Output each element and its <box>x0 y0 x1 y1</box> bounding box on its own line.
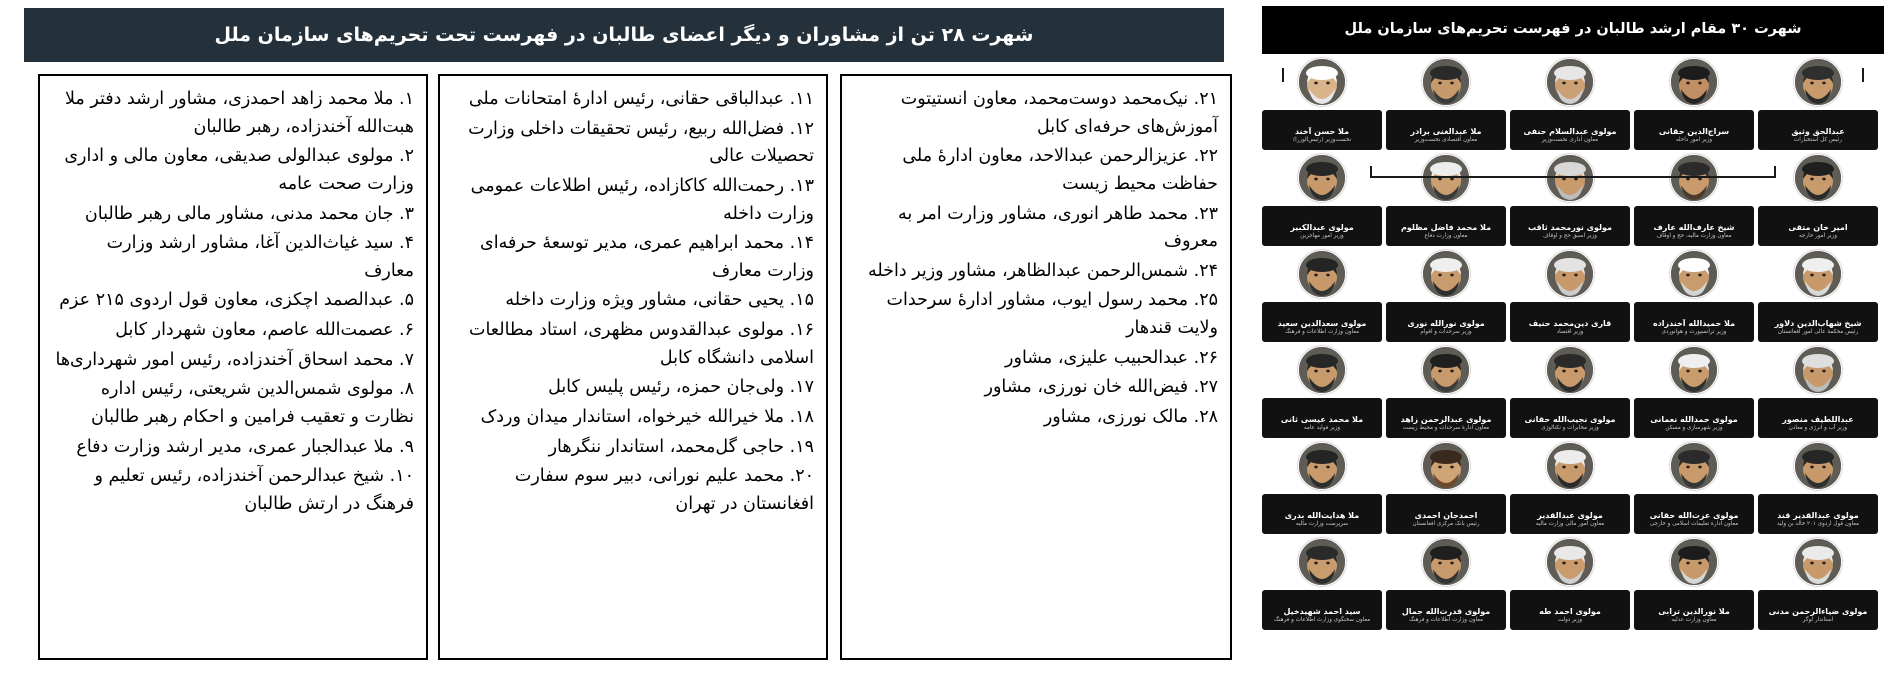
leader-name: ملا حسن آخند <box>1294 127 1350 136</box>
leader-card <box>1386 206 1506 246</box>
portrait-avatar <box>1670 538 1718 586</box>
left-panel-title: شهرت ۲۸ تن از مشاوران و دیگر اعضای طالبان در فهرست تحت تحریم‌های سازمان ملل <box>214 23 1034 46</box>
portrait-avatar <box>1298 442 1346 490</box>
left-panel-header <box>24 8 1224 62</box>
leader-name: ملا نورالدین ترابی <box>1658 607 1730 616</box>
portrait-avatar <box>1422 346 1470 394</box>
list-item: ۱۳. رحمت‌الله کاکازاده، رئیس اطلاعات عمومی وزارت داخله <box>470 175 814 224</box>
portrait-avatar <box>1422 154 1470 202</box>
leader-name: ملا هدایت‌الله بدری <box>1284 511 1360 520</box>
connector-row2-right <box>1774 166 1776 178</box>
portrait-avatar <box>1794 538 1842 586</box>
leader-node[interactable] <box>1510 442 1630 534</box>
leader-name: مولوی عبدالرحمن زاهد <box>1400 415 1492 424</box>
leader-node[interactable] <box>1634 442 1754 534</box>
portrait-avatar <box>1422 250 1470 298</box>
leader-role: وزیر شهرسازی و مسکن <box>1665 425 1723 432</box>
leader-role: معاون امور مالی وزارت مالیه <box>1535 521 1605 528</box>
portrait-avatar <box>1794 250 1842 298</box>
leader-role: وزیر اقتصاد <box>1556 329 1584 336</box>
list-item: ۲۱. نیک‌محمد دوست‌محمد، معاون انستیتوت آموزش‌های حرفه‌ای کابل <box>900 89 1218 137</box>
leadership-row <box>1262 154 1884 250</box>
list-item: ۱۱. عبدالباقی حقانی، رئیس ادارۀ امتحانات ملی <box>468 89 814 109</box>
leader-role: معاون وزارت اطلاعات و فرهنگ <box>1408 617 1483 624</box>
leader-role: رئیس بانک مرکزی افغانستان <box>1412 521 1480 528</box>
leader-node[interactable] <box>1262 346 1382 438</box>
leader-card <box>1634 206 1754 246</box>
leader-name: سید احمد شهیدخیل <box>1283 607 1361 616</box>
leader-card <box>1510 494 1630 534</box>
portrait-avatar <box>1546 250 1594 298</box>
list-item: ۴. سید غیاث‌الدین آغا، مشاور ارشد وزارت معارف <box>106 233 414 281</box>
list-item: ۶. عصمت‌الله عاصم، معاون شهردار کابل <box>115 320 414 341</box>
list-item: ۱۷. ولی‌جان حمزه، رئیس پلیس کابل <box>548 377 814 398</box>
list-item: ۱۰. شیخ عبدالرحمن آخندزاده، رئیس تعلیم و فرهنگ در ارتش طالبان <box>94 466 414 514</box>
leader-card <box>1510 110 1630 150</box>
leader-role: وزیر دولت <box>1557 617 1583 624</box>
leader-node[interactable] <box>1758 442 1878 534</box>
leadership-row <box>1262 442 1884 538</box>
sanctions-list-panel <box>8 0 1240 674</box>
leader-card <box>1758 110 1878 150</box>
leader-node[interactable] <box>1758 346 1878 438</box>
leader-role: استاندار لوگر <box>1802 617 1834 624</box>
leader-role: معاون سخنگوی وزارت اطلاعات و فرهنگ <box>1273 617 1371 624</box>
list-item: ۲۳. محمد طاهر انوری، مشاور وزارت امر به معروف <box>897 203 1218 252</box>
leader-name: مولوی عزت‌الله حقانی <box>1649 511 1739 520</box>
leader-name: مولوی نورالله نوری <box>1407 319 1485 328</box>
leader-node[interactable] <box>1634 538 1754 630</box>
leader-name: ملا محمد عیسی ثانی <box>1280 415 1364 424</box>
leader-card <box>1510 398 1630 438</box>
list-item: ۱۴. محمد ابراهیم عمری، مدیر توسعۀ حرفه‌ای وزارت معارف <box>480 233 814 281</box>
leader-role: معاون قول اردوی ۲۰۱ خالد بن ولید <box>1777 521 1859 528</box>
leader-name: شیخ شهاب‌الدین دلاور <box>1774 319 1862 328</box>
leader-role: وزیر فواید عامه <box>1303 425 1341 432</box>
leader-role: وزیر آب و انرژی و معادن <box>1788 425 1848 432</box>
portrait-avatar <box>1422 442 1470 490</box>
list-item: ۲۲. عزیزالرحمن عبدالاحد، معاون ادارۀ ملی حفاظت محیط زیست <box>902 146 1218 194</box>
leader-node[interactable] <box>1386 250 1506 342</box>
leader-card <box>1634 590 1754 630</box>
leader-node[interactable] <box>1634 58 1754 150</box>
leader-name: امیر خان متقی <box>1788 223 1848 232</box>
list-item: ۹. ملا عبدالجبار عمری، مدیر ارشد وزارت دفاع <box>76 436 414 457</box>
leader-name: مولوی حمدالله نعمانی <box>1650 415 1738 424</box>
leader-card <box>1758 302 1878 342</box>
connector-right-vertical <box>1862 68 1864 82</box>
leader-node[interactable] <box>1634 250 1754 342</box>
leader-card <box>1510 206 1630 246</box>
list-item: ۳. جان محمد مدنی، مشاور مالی رهبر طالبان <box>84 203 414 224</box>
leader-role: وزیر مخابرات و تکنالوژی <box>1541 425 1599 432</box>
list-item: ۲۴. شمس‌الرحمن عبدالظاهر، مشاور وزیر داخله <box>867 260 1218 281</box>
leader-name: ملا حمیدالله آخندزاده <box>1652 319 1736 328</box>
leader-node[interactable] <box>1386 442 1506 534</box>
leader-node[interactable] <box>1510 58 1630 150</box>
leader-name: مولوی احمد طه <box>1539 607 1601 616</box>
list-column-3 <box>840 74 1232 660</box>
leader-role: معاون ادارۀ تعلیمات اسلامی و خارجی <box>1649 521 1739 528</box>
leader-role: رئیس محکمۀ عالی امور افغانستان <box>1777 329 1859 336</box>
leader-name: مولوی سعدالدین سعید <box>1277 319 1367 328</box>
leader-role: نخست‌وزیر (رئیس‌الوزرا) <box>1292 137 1352 144</box>
list-item: ۵. عبدالصمد اچکزی، معاون قول اردوی ۲۱۵ عزم <box>59 290 414 311</box>
leader-card <box>1386 494 1506 534</box>
leader-card <box>1758 206 1878 246</box>
leader-node[interactable] <box>1262 538 1382 630</box>
leadership-row <box>1262 58 1884 154</box>
leader-node[interactable] <box>1262 58 1382 150</box>
leadership-row <box>1262 538 1884 634</box>
leader-name: مولوی قدرت‌الله جمال <box>1401 607 1491 616</box>
leader-node[interactable] <box>1758 58 1878 150</box>
portrait-avatar <box>1298 250 1346 298</box>
leader-role: وزیر اسبق حج و اوقاف <box>1543 233 1597 240</box>
leader-card <box>1634 398 1754 438</box>
leader-card <box>1386 302 1506 342</box>
leader-name: عبدالحق وثیق <box>1791 127 1845 136</box>
leader-card <box>1758 494 1878 534</box>
leader-card <box>1262 494 1382 534</box>
portrait-avatar <box>1546 346 1594 394</box>
leader-role: معاون ادارۀ سرحدات و محیط زیست <box>1402 425 1490 432</box>
list-item: ۲۸. مالک نورزی، مشاور <box>1043 407 1218 428</box>
list-item: ۱۵. یحیی حقانی، مشاور ویژه وزارت داخله <box>505 290 814 311</box>
leader-node[interactable] <box>1758 538 1878 630</box>
list-item: ۱. ملا محمد زاهد احمدزی، مشاور ارشد دفتر ملا هبت‌الله آخندزاده، رهبر طالبان <box>64 89 414 137</box>
leader-name: مولوی ضیاءالرحمن مدنی <box>1768 607 1868 616</box>
portrait-avatar <box>1794 442 1842 490</box>
leader-node[interactable] <box>1758 154 1878 246</box>
leader-node[interactable] <box>1758 250 1878 342</box>
list-column-1 <box>38 74 428 660</box>
leader-node[interactable] <box>1510 250 1630 342</box>
leader-node[interactable] <box>1262 154 1382 246</box>
list-item: ۱۹. حاجی گل‌محمد، استاندار ننگرهار <box>548 436 814 457</box>
list-item: ۲۷. فیض‌الله خان نورزی، مشاور <box>984 377 1218 398</box>
portrait-avatar <box>1298 154 1346 202</box>
leader-card <box>1758 590 1878 630</box>
leader-name: سراج‌الدین حقانی <box>1658 127 1730 136</box>
portrait-avatar <box>1546 442 1594 490</box>
leader-card <box>1634 494 1754 534</box>
leader-node[interactable] <box>1510 346 1630 438</box>
leader-node[interactable] <box>1262 442 1382 534</box>
leader-role: معاون وزارت دفاع <box>1424 233 1468 240</box>
leader-role: وزیر ترانسپورت و هوانوردی <box>1661 329 1727 336</box>
leader-name: مولوی عبدالقدیر <box>1537 511 1603 520</box>
portrait-avatar <box>1422 538 1470 586</box>
list-item: ۷. محمد اسحاق آخندزاده، رئیس امور شهرداری‌ها <box>55 349 414 370</box>
leader-card <box>1634 110 1754 150</box>
leader-card <box>1386 110 1506 150</box>
leader-role: معاون وزارت اطلاعات و فرهنگ <box>1284 329 1359 336</box>
leader-role: معاون وزارت عدلیه <box>1671 617 1717 624</box>
portrait-avatar <box>1670 442 1718 490</box>
list-item: ۸. مولوی شمس‌الدین شریعتی، رئیس اداره نظارت و تعقیب فرامین و احکام رهبر طالبان <box>91 379 414 428</box>
leader-role: وزیر امور داخله <box>1675 137 1713 144</box>
leader-node[interactable] <box>1386 154 1506 246</box>
leader-name: مولوی نجیب‌الله حقانی <box>1524 415 1616 424</box>
leader-role: معاون اداری نخست‌وزیر <box>1541 137 1599 144</box>
leader-card <box>1262 398 1382 438</box>
leader-role: رئیس کل استخبارات <box>1794 137 1842 144</box>
list-item: ۱۶. مولوی عبدالقدوس مظهری، استاد مطالعات اسلامی دانشگاه کابل <box>469 320 814 368</box>
portrait-avatar <box>1670 346 1718 394</box>
list-column-2 <box>438 74 828 660</box>
leader-role: وزیر امور مهاجرین <box>1300 233 1344 240</box>
portrait-avatar <box>1794 346 1842 394</box>
leader-card <box>1386 590 1506 630</box>
leader-node[interactable] <box>1634 154 1754 246</box>
list-item: ۲۰. محمد علیم نورانی، دبیر سوم سفارت افغانستان در تهران <box>514 466 814 514</box>
leader-card <box>1510 302 1630 342</box>
leader-name: ملا محمد فاضل مظلوم <box>1400 223 1492 232</box>
leadership-row <box>1262 250 1884 346</box>
leadership-grid <box>1262 58 1884 668</box>
leader-role: وزیر امور خارجه <box>1798 233 1838 240</box>
leader-card <box>1262 590 1382 630</box>
list-item: ۲۶. عبدالحبیب علیزی، مشاور <box>1005 347 1218 368</box>
leader-name: مولوی عبدالکبیر <box>1290 223 1354 232</box>
list-item: ۲۵. محمد رسول ایوب، مشاور ادارۀ سرحدات ولایت قندهار <box>886 290 1218 339</box>
portrait-avatar <box>1298 538 1346 586</box>
portrait-avatar <box>1298 346 1346 394</box>
leader-name: قاری دین‌محمد حنیف <box>1528 319 1612 328</box>
leader-node[interactable] <box>1386 58 1506 150</box>
leadership-row <box>1262 346 1884 442</box>
leader-card <box>1510 590 1630 630</box>
leader-node[interactable] <box>1510 154 1630 246</box>
leader-card <box>1634 302 1754 342</box>
portrait-avatar <box>1546 58 1594 106</box>
leader-name: مولوی نورمحمد ثاقب <box>1528 223 1612 232</box>
leader-role: وزیر سرحدات و اقوام <box>1420 329 1472 336</box>
leader-card <box>1262 302 1382 342</box>
portrait-avatar <box>1794 154 1842 202</box>
leader-node[interactable] <box>1262 250 1382 342</box>
portrait-avatar <box>1546 538 1594 586</box>
connector-row2-horizontal <box>1372 176 1774 178</box>
leader-node[interactable] <box>1386 346 1506 438</box>
list-item: ۱۸. ملا خیرالله خیرخواه، استاندار میدان وردک <box>480 407 814 428</box>
connector-left-vertical <box>1282 68 1284 82</box>
portrait-avatar <box>1546 154 1594 202</box>
leader-card <box>1262 206 1382 246</box>
leader-card <box>1386 398 1506 438</box>
list-item: ۲. مولوی عبدالولی صدیقی، معاون مالی و اداری وزارت صحت عامه <box>64 146 414 194</box>
leader-node[interactable] <box>1386 538 1506 630</box>
portrait-avatar <box>1422 58 1470 106</box>
leader-name: مولوی عبدالقدیر قند <box>1777 511 1859 520</box>
leader-role: سرپرست وزارت مالیه <box>1295 521 1349 528</box>
portrait-avatar <box>1298 58 1346 106</box>
portrait-avatar <box>1670 154 1718 202</box>
portrait-avatar <box>1794 58 1842 106</box>
leader-role: معاون وزارت مالیه، حج و اوقاف <box>1656 233 1732 240</box>
leader-role: معاون اقتصادی نخست‌وزیر <box>1414 137 1478 144</box>
right-panel-title: شهرت ۳۰ مقام ارشد طالبان در فهرست تحریم‌های سازمان ملل <box>1344 21 1802 38</box>
leader-name: شیخ عارف‌الله عارف <box>1653 223 1735 232</box>
leadership-chart-panel <box>1248 0 1897 674</box>
leader-node[interactable] <box>1510 538 1630 630</box>
portrait-avatar <box>1670 58 1718 106</box>
leader-name: عبداللطیف منصور <box>1782 415 1854 424</box>
portrait-avatar <box>1670 250 1718 298</box>
list-item: ۱۲. فضل‌الله ربیع، رئیس تحقیقات داخلی وزارت تحصیلات عالی <box>468 118 814 167</box>
leader-name: مولوی عبدالسلام حنفی <box>1523 127 1617 136</box>
right-panel-header <box>1262 6 1884 54</box>
leader-card <box>1262 110 1382 150</box>
leader-node[interactable] <box>1634 346 1754 438</box>
leader-name: احمدجان احمدی <box>1414 511 1478 520</box>
leader-name: ملا عبدالغنی برادر <box>1410 127 1482 136</box>
leader-card <box>1758 398 1878 438</box>
